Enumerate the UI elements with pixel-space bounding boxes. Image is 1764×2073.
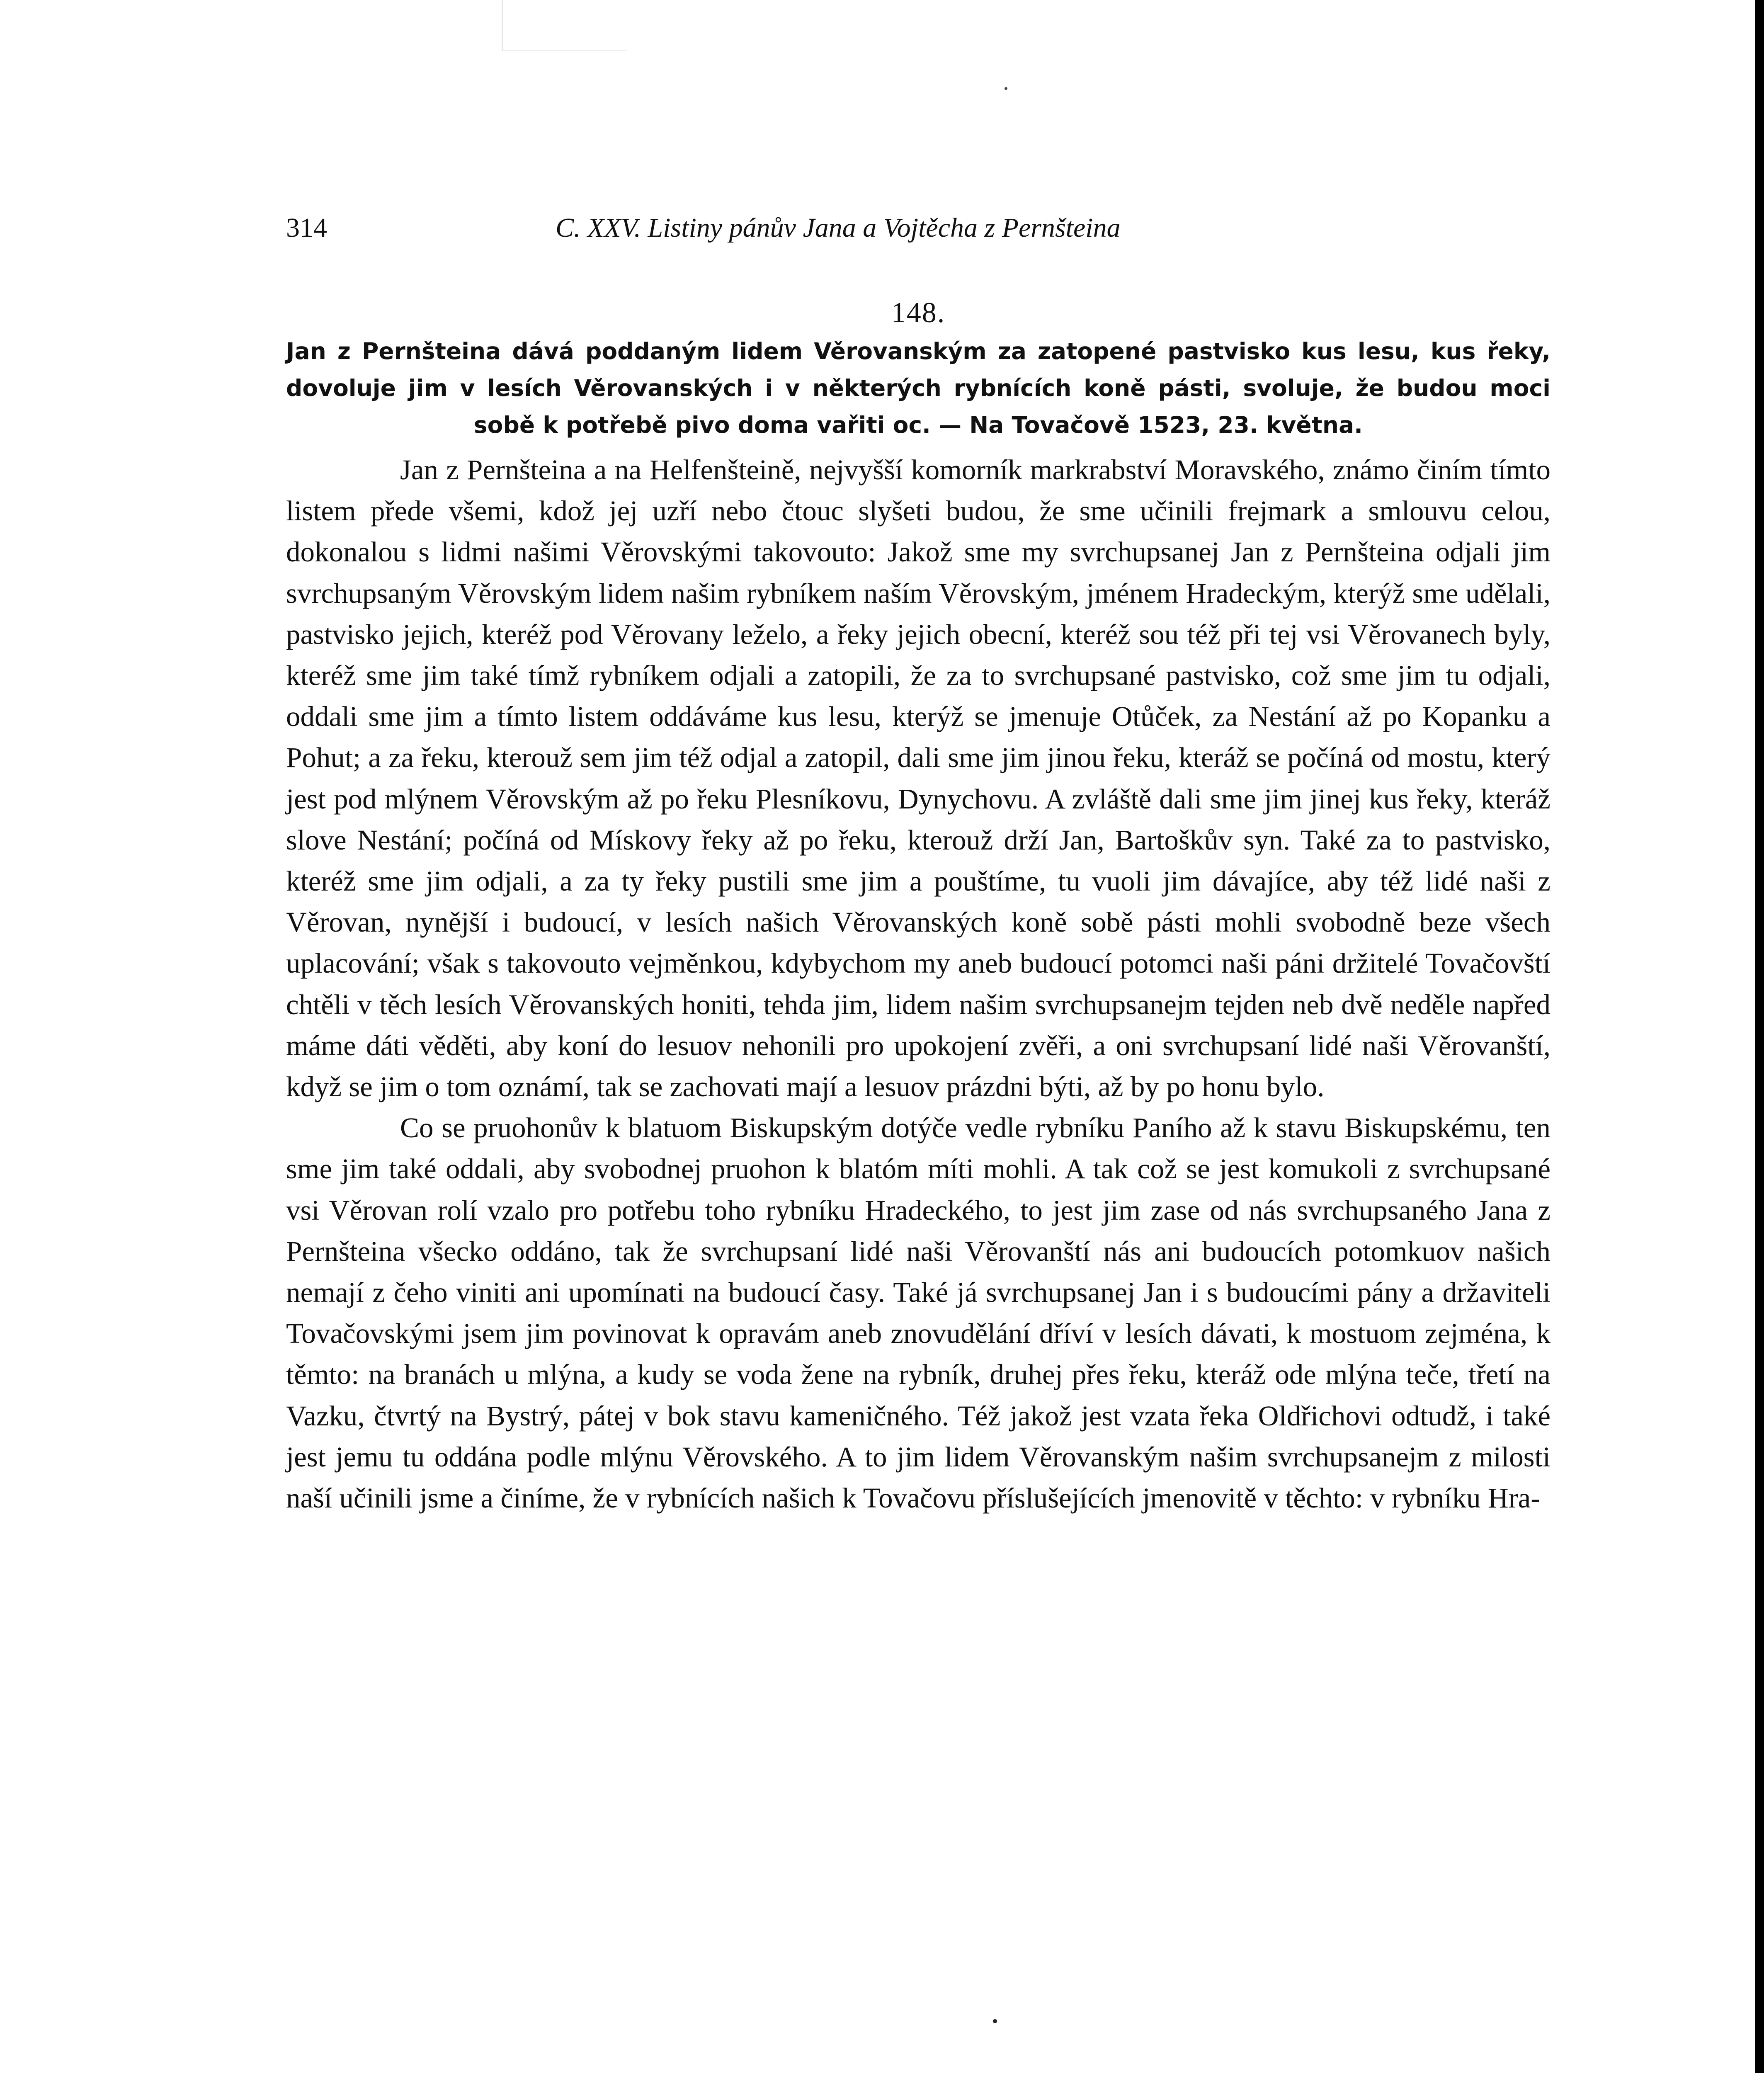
scan-speck	[993, 2019, 997, 2023]
scan-edge-mark	[502, 0, 627, 51]
running-head	[286, 207, 1550, 249]
document-body	[286, 449, 1550, 1519]
document-summary: Jan z Pernšteina dává poddaným lidem Věrovanským za zatopené pastvisko kus lesu, kus řeky, dovoluje jim v lesích Věrovanských i v některých rybnících koně pásti, svoluje, že budou moci sobě k potřebě pivo doma vařiti oc. — Na Tovačově 1523, 23. května.	[286, 338, 1550, 438]
body-paragraph: Co se pruohonův k blatuom Biskupským dotýče vedle rybníku Paního až k stavu Biskupskému, ten sme jim také oddali, aby svobodnej pruohon k blatóm míti mohli. A tak což se jest komukoli z svrchupsané vsi Věrovan rolí vzalo pro potřebu toho rybníku Hradeckého, to jest jim zase od nás svrchupsaného Jana z Pernšteina všecko oddáno, tak že svrchupsaní lidé naši Věrovanští nás ani budoucích potomkuov našich nemají z čeho viniti ani upomínati na budoucí časy. Také já svrchupsanej Jan i s budoucími pány a državiteli Tovačovskými jsem jim povinovat k opravám aneb znovudělání dříví v lesích dávati, k mostuom zejména, k těmto: na branách u mlýna, a kudy se voda žene na rybník, druhej přes řeku, kteráž ode mlýna teče, třetí na Vazku, čtvrtý na Bystrý, pátej v bok stavu kameničného. Též jakož jest vzata řeka Oldřichovi odtudž, i také jest jemu tu oddána podle mlýnu Věrovského. A to jim lidem Věrovanským našim svrchupsanejm z milosti naší učinili jsme a činíme, že v rybnících našich k Tovačovu příslušejících jmenovitě v těchto: v rybníku Hra-	[286, 1112, 1550, 1514]
scan-speck	[1005, 87, 1007, 90]
book-page	[286, 207, 1550, 1519]
document-number: 148.	[891, 297, 946, 329]
page-number: 314	[286, 213, 327, 243]
body-paragraph: Jan z Pernšteina a na Helfenšteině, nejvyšší komorník markrabství Moravského, známo činím tímto listem přede všemi, kdož jej uzří nebo čtouc slyšeti budou, že sme učinili frejmark a smlouvu celou, dokonalou s lidmi našimi Věrovskými takovouto: Jakož sme my svrchupsanej Jan z Pernšteina odjali jim svrchupsaným Věrovským lidem našim rybníkem naším Věrovským, jménem Hradeckým, kterýž sme udělali, pastvisko jejich, kteréž pod Věrovany leželo, a řeky jejich obecní, kteréž sou též při tej vsi Věrovanech byly, kteréž sme jim také tímž rybníkem odjali a zatopili, že za to svrchupsané pastvisko, což sme jim tu odjali, oddali sme jim a tímto listem oddáváme kus lesu, kterýž se jmenuje Otůček, za Nestání až po Kopanku a Pohut; a za řeku, kterouž sem jim též odjal a zatopil, dali sme jim jinou řeku, kteráž se počíná od mostu, který jest pod mlýnem Věrovským až po řeku Plesníkovu, Dynychovu. A zvláště dali sme jim jinej kus řeky, kteráž slove Nestání; počíná od Mískovy řeky až po řeku, kterouž drží Jan, Bartoškův syn. Také za to pastvisko, kteréž sme jim odjali, a za ty řeky pustili sme jim a pouštíme, tu vuoli jim dávajíce, aby též lidé naši z Věrovan, nynější i budoucí, v lesích našich Věrovanských koně sobě pásti mohli svobodně beze všech uplacování; však s takovouto vejměnkou, kdybychom my aneb budoucí potomci naši páni držitelé Tovačovští chtěli v těch lesích Věrovanských honiti, tehda jim, lidem našim svrchupsanejm tejden neb dvě neděle napřed máme dáti věděti, aby koní do lesuov nehonili pro upokojení zvěři, a oni svrchupsaní lidé naši Věrovanští, když se jim o tom oznámí, tak se zachovati mají a lesuov prázdni býti, až by po honu bylo.	[286, 454, 1550, 1103]
running-title: C. XXV. Listiny pánův Jana a Vojtěcha z Pernšteina	[556, 213, 1121, 243]
scan-edge-shadow	[1755, 0, 1764, 2073]
